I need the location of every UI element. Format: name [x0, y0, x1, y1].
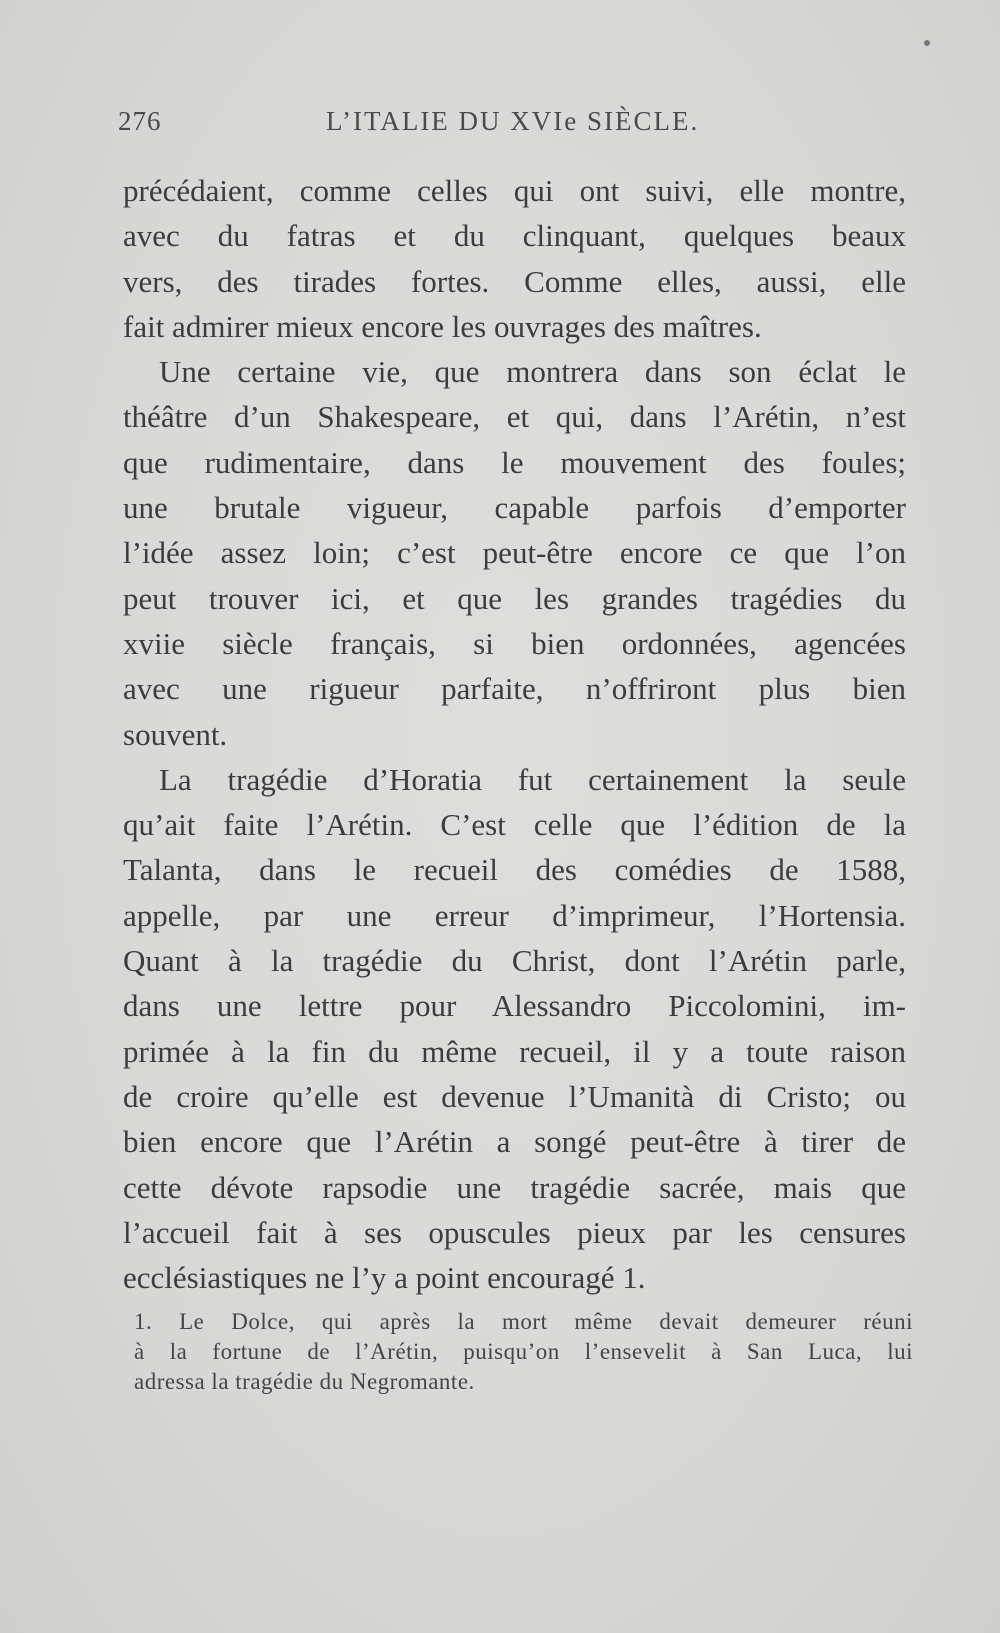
text-line: Talanta, dans le recueil des comédies de 1588, — [123, 852, 906, 888]
page-header — [118, 106, 908, 146]
text-line: Une certaine vie, que montrera dans son éclat le — [159, 354, 906, 390]
text-line: de croire qu’elle est devenue l’Umanità di Cristo; ou — [123, 1078, 906, 1114]
footnote-line: à la fortune de l’Arétin, puisqu’on l’ensevelit à San Luca, lui — [134, 1339, 913, 1364]
footnote-line: adressa la tragédie du Negromante. — [134, 1369, 475, 1394]
body-text — [123, 168, 906, 1300]
text-line: fait admirer mieux encore les ouvrages des maîtres. — [123, 308, 762, 344]
text-line: ecclésiastiques ne l’y a point encouragé 1. — [123, 1260, 646, 1296]
speck-mark — [924, 40, 930, 46]
text-line: avec du fatras et du clinquant, quelques beaux — [123, 218, 906, 254]
text-line: bien encore que l’Arétin a songé peut-être à tirer de — [123, 1124, 906, 1160]
text-line: xviie siècle français, si bien ordonnées, agencées — [123, 625, 906, 661]
text-line: l’idée assez loin; c’est peut-être encore ce que l’on — [123, 535, 906, 571]
text-line: souvent. — [123, 716, 228, 752]
running-title: L’ITALIE DU XVIe SIÈCLE. — [326, 106, 700, 136]
text-line: primée à la fin du même recueil, il y a toute raison — [123, 1033, 906, 1069]
text-line: une brutale vigueur, capable parfois d’emporter — [123, 490, 906, 526]
text-line: vers, des tirades fortes. Comme elles, aussi, elle — [123, 263, 906, 299]
text-line: cette dévote rapsodie une tragédie sacrée, mais que — [123, 1169, 906, 1205]
text-line: dans une lettre pour Alessandro Piccolomini, im- — [123, 988, 906, 1024]
text-line: que rudimentaire, dans le mouvement des foules; — [123, 444, 906, 480]
text-line: Quant à la tragédie du Christ, dont l’Arétin parle, — [123, 943, 906, 979]
text-line: appelle, par une erreur d’imprimeur, l’Hortensia. — [123, 897, 906, 933]
text-line: qu’ait faite l’Arétin. C’est celle que l’édition de la — [123, 807, 906, 843]
text-line: théâtre d’un Shakespeare, et qui, dans l’Arétin, n’est — [123, 399, 906, 435]
text-line: peut trouver ici, et que les grandes tragédies du — [123, 580, 906, 616]
text-line: l’accueil fait à ses opuscules pieux par les censures — [123, 1214, 906, 1250]
text-line: avec une rigueur parfaite, n’offriront plus bien — [123, 671, 906, 707]
text-line: précédaient, comme celles qui ont suivi, elle montre, — [123, 173, 906, 208]
page-number: 276 — [118, 106, 162, 136]
footnotes — [134, 1307, 913, 1397]
footnote-line: 1. Le Dolce, qui après la mort même devait demeurer réuni — [134, 1309, 913, 1334]
text-line: La tragédie d’Horatia fut certainement la seule — [159, 761, 906, 797]
